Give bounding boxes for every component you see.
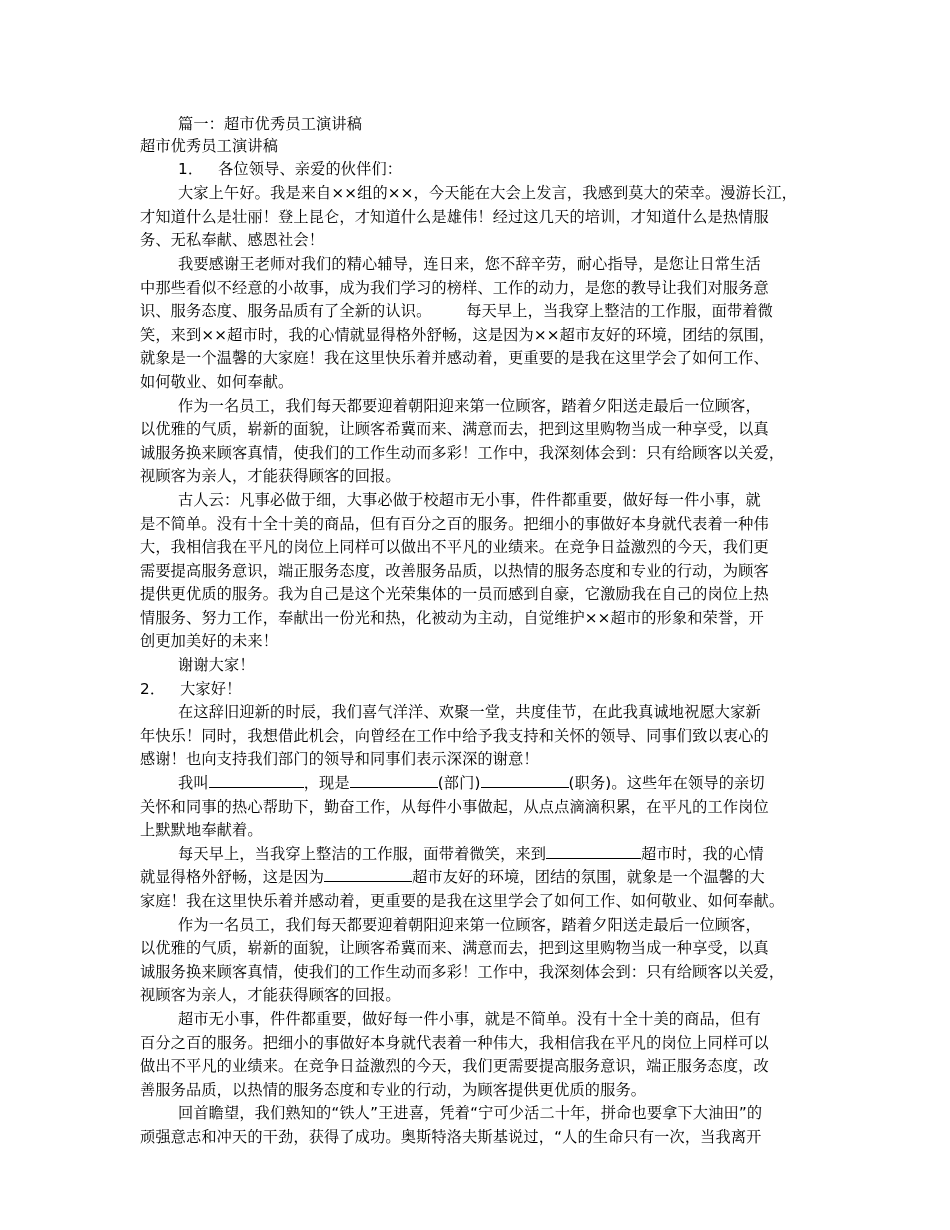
blank-position <box>350 771 438 788</box>
fill-in-line <box>140 865 765 889</box>
text-fragment: (职务)。这些年在领导的亲切 <box>568 774 765 792</box>
speech1-number: 1． <box>178 160 204 178</box>
fill-in-line <box>178 842 764 866</box>
paragraph-line: 务、无私奉献、感恩社会！ <box>140 231 325 249</box>
paragraph-line: 诚服务换来顾客真情，使我们的工作生动而多彩！工作中，我深刻体会到：只有给顾客以关爱， <box>140 444 785 462</box>
paragraph-line: 情服务、努力工作，奉献出一份光和热，化被动为主动，自觉维护××超市的形象和荣誉，开 <box>140 609 764 627</box>
text-fragment: 我叫 <box>178 774 209 792</box>
paragraph-line: 识、服务态度、服务品质有了全新的认识。 每天早上，当我穿上整洁的工作服，面带着微 <box>140 302 774 320</box>
paragraph-line: 超市无小事，件件都重要，做好每一件小事，就是不简单。没有十全十美的商品，但有 <box>178 1010 761 1028</box>
paragraph-line: 中那些看似不经意的小故事，成为我们学习的榜样、工作的动力，是您的教导让我们对服务意 <box>140 279 769 297</box>
text-fragment: ，现是 <box>303 774 350 792</box>
paragraph-line: 我要感谢王老师对我们的精心辅导，连日来，您不辞辛劳，耐心指导，是您让日常生活 <box>178 255 761 273</box>
paragraph-line: 就象是一个温馨的大家庭！我在这里快乐着并感动着，更重要的是我在这里学会了如何工作、 <box>140 349 769 367</box>
paragraph-line: 感谢！也向支持我们部门的领导和同事们表示深深的谢意！ <box>140 750 539 768</box>
blank-store <box>324 865 412 882</box>
text-fragment: 超市时，我的心情 <box>641 845 764 863</box>
paragraph-line: 笑，来到××超市时，我的心情就显得格外舒畅，这是因为××超市友好的环境，团结的氛围， <box>140 326 775 344</box>
text-fragment: 就显得格外舒畅，这是因为 <box>140 868 325 886</box>
paragraph-line: 以优雅的气质，崭新的面貌，让顾客希冀而来、满意而去，把到这里购物当成一种享受，以真 <box>140 420 769 438</box>
text-fragment: 超市友好的环境，团结的氛围，就象是一个温馨的大 <box>412 868 765 886</box>
paragraph-line: 大，我相信我在平凡的岗位上同样可以做出不平凡的业绩来。在竞争日益激烈的今天，我们更 <box>140 538 769 556</box>
paragraph-line: 大家上午好。我是来自××组的××，今天能在大会上发言，我感到莫大的荣幸。漫游长江， <box>178 184 797 202</box>
blank-name <box>209 771 304 788</box>
paragraph-line: 创更加美好的未来！ <box>140 632 279 650</box>
speech1-closing: 谢谢大家！ <box>178 656 255 674</box>
paragraph-line: 做出不平凡的业绩来。在竞争日益激烈的今天，我们更需要提高服务意识，端正服务态度，改 <box>140 1057 769 1075</box>
blank-title <box>481 771 569 788</box>
paragraph-line: 视顾客为亲人，才能获得顾客的回报。 <box>140 467 401 485</box>
paragraph-line: 作为一名员工，我们每天都要迎着朝阳迎来第一位顾客，踏着夕阳送走最后一位顾客， <box>178 397 761 415</box>
paragraph-line: 古人云：凡事必做于细，大事必做于校超市无小事，件件都重要，做好每一件小事，就 <box>178 491 761 509</box>
paragraph-line: 需要提高服务意识，端正服务态度，改善服务品质，以热情的服务态度和专业的行动，为顾客 <box>140 562 769 580</box>
paragraph-line: 如何敬业、如何奉献。 <box>140 373 294 391</box>
fill-in-line <box>178 771 765 795</box>
paragraph-line: 善服务品质，以热情的服务态度和专业的行动，为顾客提供更优质的服务。 <box>140 1081 647 1099</box>
paragraph-line: 提供更优质的服务。我为自己是这个光荣集体的一员而感到自豪，它激励我在自己的岗位上热 <box>140 585 769 603</box>
speech2-number: 2． <box>140 680 166 698</box>
paragraph-line: 上默默地奉献着。 <box>140 821 263 839</box>
paragraph-line: 年快乐！同时，我想借此机会，向曾经在工作中给予我支持和关怀的领导、同事们致以衷心的 <box>140 727 769 745</box>
document-title: 超市优秀员工演讲稿 <box>140 137 279 155</box>
paragraph-line: 作为一名员工，我们每天都要迎着朝阳迎来第一位顾客，踏着夕阳送走最后一位顾客， <box>178 916 761 934</box>
paragraph-line: 以优雅的气质，崭新的面貌，让顾客希冀而来、满意而去，把到这里购物当成一种享受，以真 <box>140 939 769 957</box>
paragraph-line: 是不简单。没有十全十美的商品，但有百分之百的服务。把细小的事做好本身就代表着一种伟 <box>140 515 769 533</box>
speech1-heading <box>178 157 402 181</box>
text-fragment: 每天早上，当我穿上整洁的工作服，面带着微笑，来到 <box>178 845 547 863</box>
paragraph-line: 顽强意志和冲天的干劲，获得了成功。奥斯特洛夫斯基说过，“人的生命只有一次，当我离开 <box>140 1128 762 1146</box>
paragraph-line: 在这辞旧迎新的时辰，我们喜气洋洋、欢聚一堂，共度佳节，在此我真诚地祝愿大家新 <box>178 703 761 721</box>
paragraph-line: 视顾客为亲人，才能获得顾客的回报。 <box>140 986 401 1004</box>
paragraph-line: 家庭！我在这里快乐着并感动着，更重要的是我在这里学会了如何工作、如何敬业、如何奉献。 <box>140 892 785 910</box>
blank-store <box>546 842 641 859</box>
text-fragment: (部门) <box>437 774 481 792</box>
speech2-heading <box>140 677 241 701</box>
paragraph-line: 百分之百的服务。把细小的事做好本身就代表着一种伟大，我相信我在平凡的岗位上同样可以 <box>140 1034 769 1052</box>
paragraph-line: 回首瞻望，我们熟知的“铁人”王进喜，凭着“宁可少活二十年，拼命也要拿下大油田”的 <box>178 1104 763 1122</box>
paragraph-line: 诚服务换来顾客真情，使我们的工作生动而多彩！工作中，我深刻体会到：只有给顾客以关爱， <box>140 963 785 981</box>
section-heading: 篇一：超市优秀员工演讲稿 <box>178 115 363 133</box>
paragraph-line: 才知道什么是壮丽！登上昆仑，才知道什么是雄伟！经过这几天的培训，才知道什么是热情服 <box>140 208 769 226</box>
speech1-greeting: 各位领导、亲爱的伙伴们： <box>218 160 403 178</box>
speech2-greeting: 大家好！ <box>180 680 242 698</box>
paragraph-line: 关怀和同事的热心帮助下，勤奋工作，从每件小事做起，从点点滴滴积累，在平凡的工作岗位 <box>140 798 769 816</box>
